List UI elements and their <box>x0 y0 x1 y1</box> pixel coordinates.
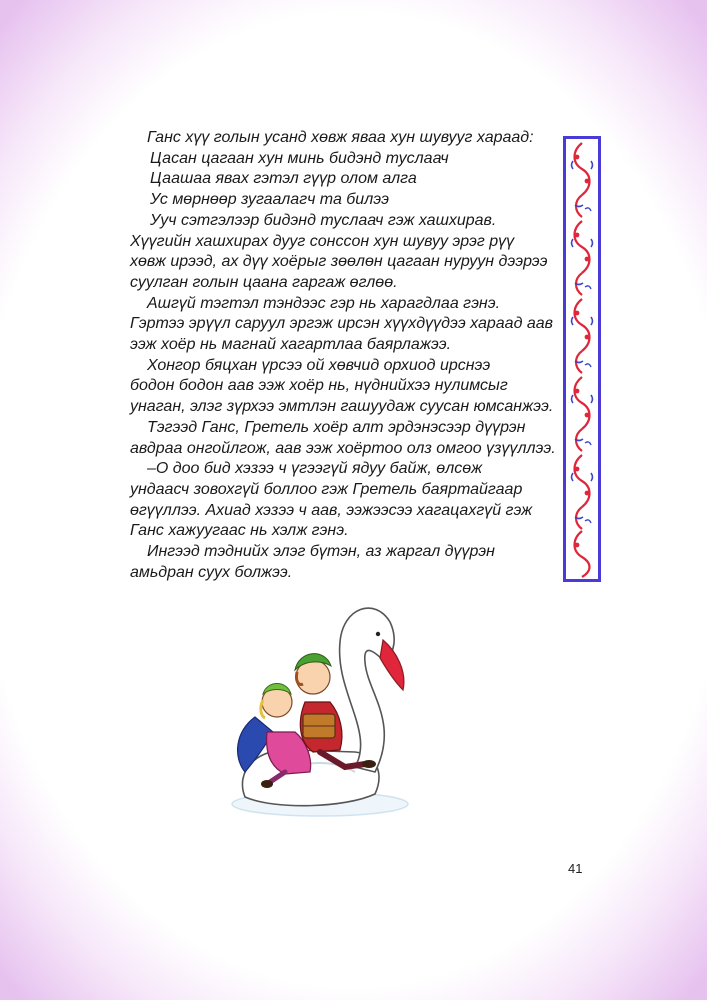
story-line: Тэгээд Ганс, Гретель хоёр алт эрдэнэсээр дүүрэн <box>147 418 526 436</box>
story-line: Ашгүй тэгтэл тэндээс гэр нь харагдлаа гэнэ. <box>147 294 501 312</box>
story-line: унаган, элэг зүрхээ эмтлэн гашуудаж суусан юмсанжээ. <box>130 398 554 416</box>
page-number: 41 <box>568 861 583 876</box>
scroll-ornament-icon <box>566 139 598 579</box>
story-line: авдраа онгойлгож, аав ээж хоёртоо олз омгоо үзүүллээ. <box>130 439 556 457</box>
swan-children-illustration <box>225 582 435 822</box>
story-line: Ганс хажуугаас нь хэлж гэнэ. <box>130 522 349 540</box>
story-line: Хүүгийн хашхирах дууг сонссон хун шувуу эрэг рүү <box>130 232 515 250</box>
story-line: хөвж ирээд, ах дүү хоёрыг зөөлөн цагаан нуруун дээрээ <box>130 253 548 271</box>
story-line: ундаасч зовохгүй боллоо гэж Гретель баяртайгаар <box>130 480 523 498</box>
story-line: Цасан цагаан хун минь бидэнд туслаач <box>150 149 449 167</box>
story-line: амьдран суух болжээ. <box>130 563 293 581</box>
story-line: Хонгор бяцхан үрсээ ой хөвчид орхиод ирснээ <box>147 356 491 374</box>
story-line: бодон бодон аав ээж хоёр нь, нүднийхээ нулимсыг <box>130 377 508 395</box>
story-line: Ус мөрнөөр зугаалагч та билээ <box>150 191 389 209</box>
story-line: Гэртээ эрүүл саруул эргэж ирсэн хүүхдүүдээ хараад аав <box>130 315 554 333</box>
story-line: суулган голын цаана гаргаж өглөө. <box>130 273 398 291</box>
story-text <box>130 128 556 583</box>
swan-with-children-icon <box>225 582 435 822</box>
story-line: Цаашаа явах гэтэл гүүр олом алга <box>150 170 417 188</box>
story-line: Ганс хүү голын усанд хөвж яваа хун шувууг хараад: <box>147 129 534 146</box>
story-line: өгүүллээ. Ахиад хэзээ ч аав, ээжээсээ хагацахгүй гэж <box>130 501 533 519</box>
story-line: ээж хоёр нь магнай хагартлаа баярлажээ. <box>130 336 452 354</box>
story-line: Ууч сэтгэлээр бидэнд туслаач гэж хашхирав. <box>150 211 497 229</box>
story-line: –О доо бид хэзээ ч үгээгүй ядуу байж, өлсөж <box>147 460 483 478</box>
story-line: Ингээд тэднийх элэг бүтэн, аз жаргал дүүрэн <box>147 543 495 561</box>
decorative-border-panel <box>563 136 601 582</box>
